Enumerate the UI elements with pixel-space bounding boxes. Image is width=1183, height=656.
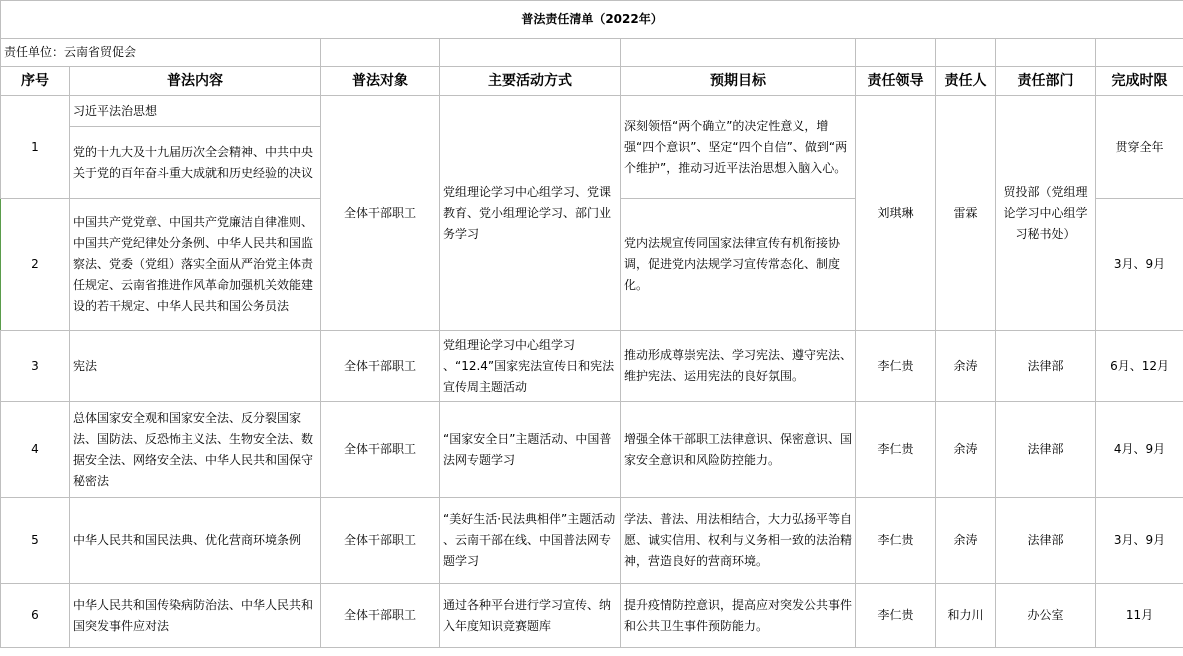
row-content: 中国共产党党章、中国共产党廉洁自律准则、中国共产党纪律处分条例、中华人民共和国监察法、党委（党组）落实全面从严治党主体责任规定、云南省推进作风革命加强机关效能建设的若干规定、中华人民共和国公务员法 <box>70 199 321 331</box>
header-goal: 预期目标 <box>621 67 856 96</box>
table-row <box>1 498 1183 584</box>
empty-cell <box>440 39 621 67</box>
row-content: 宪法 <box>70 331 321 402</box>
row-goal: 党内法规宣传同国家法律宣传有机衔接协调，促进党内法规学习宣传常态化、制度化。 <box>621 199 856 331</box>
header-no: 序号 <box>1 67 70 96</box>
empty-cell <box>996 39 1096 67</box>
row-person: 雷霖 <box>936 96 996 331</box>
row-leader: 李仁贵 <box>856 584 936 648</box>
row-target: 全体干部职工 <box>321 584 440 648</box>
row-goal: 学法、普法、用法相结合，大力弘扬平等自愿、诚实信用、权利与义务相一致的法治精神，营造良好的营商环境。 <box>621 498 856 584</box>
header-dept: 责任部门 <box>996 67 1096 96</box>
row-dept: 办公室 <box>996 584 1096 648</box>
row-content: 中华人民共和国民法典、优化营商环境条例 <box>70 498 321 584</box>
row-method: 党组理论学习中心组学习 、“12.4”国家宪法宣传日和宪法宣传周主题活动 <box>440 331 621 402</box>
row-leader: 李仁贵 <box>856 331 936 402</box>
empty-cell <box>936 39 996 67</box>
table-row <box>1 96 1183 127</box>
row-no: 3 <box>1 331 70 402</box>
header-deadline: 完成时限 <box>1096 67 1183 96</box>
row-content: 党的十九大及十九届历次全会精神、中共中央关于党的百年奋斗重大成就和历史经验的决议 <box>70 127 321 199</box>
row-person: 余涛 <box>936 498 996 584</box>
row-method: 党组理论学习中心组学习、党课教育、党小组理论学习、部门业务学习 <box>440 96 621 331</box>
page-title: 普法责任清单（2022年） <box>1 1 1183 39</box>
row-method: “国家安全日”主题活动、中国普法网专题学习 <box>440 402 621 498</box>
row-goal: 增强全体干部职工法律意识、保密意识、国家安全意识和风险防控能力。 <box>621 402 856 498</box>
row-deadline: 3月、9月 <box>1096 199 1183 331</box>
row-target: 全体干部职工 <box>321 96 440 331</box>
responsible-unit: 责任单位：云南省贸促会 <box>1 39 321 67</box>
row-leader: 李仁贵 <box>856 402 936 498</box>
row-target: 全体干部职工 <box>321 402 440 498</box>
header-person: 责任人 <box>936 67 996 96</box>
row-dept: 法律部 <box>996 331 1096 402</box>
row-no: 5 <box>1 498 70 584</box>
row-dept: 法律部 <box>996 402 1096 498</box>
empty-cell <box>856 39 936 67</box>
empty-cell <box>321 39 440 67</box>
row-goal: 深刻领悟“两个确立”的决定性意义，增强“四个意识”、坚定“四个自信”、做到“两个维护”，推动习近平法治思想入脑入心。 <box>621 96 856 199</box>
header-leader: 责任领导 <box>856 67 936 96</box>
table-row <box>1 402 1183 498</box>
row-dept: 贸投部（党组理论学习中心组学习秘书处） <box>996 96 1096 331</box>
row-no: 6 <box>1 584 70 648</box>
table-row <box>1 331 1183 402</box>
row-deadline: 4月、9月 <box>1096 402 1183 498</box>
row-target: 全体干部职工 <box>321 331 440 402</box>
header-method: 主要活动方式 <box>440 67 621 96</box>
row-person: 和力川 <box>936 584 996 648</box>
row-content: 总体国家安全观和国家安全法、反分裂国家法、国防法、反恐怖主义法、生物安全法、数据安全法、网络安全法、中华人民共和国保守秘密法 <box>70 402 321 498</box>
row-person: 余涛 <box>936 402 996 498</box>
row-content: 中华人民共和国传染病防治法、中华人民共和国突发事件应对法 <box>70 584 321 648</box>
header-target: 普法对象 <box>321 67 440 96</box>
row-deadline: 11月 <box>1096 584 1183 648</box>
row-leader: 刘琪琳 <box>856 96 936 331</box>
row-no: 4 <box>1 402 70 498</box>
header-row <box>1 67 1183 96</box>
row-leader: 李仁贵 <box>856 498 936 584</box>
row-deadline: 3月、9月 <box>1096 498 1183 584</box>
row-person: 余涛 <box>936 331 996 402</box>
empty-cell <box>621 39 856 67</box>
row-no: 1 <box>1 96 70 199</box>
row-content: 习近平法治思想 <box>70 96 321 127</box>
row-deadline: 6月、12月 <box>1096 331 1183 402</box>
row-no: 2 <box>1 199 70 331</box>
row-deadline: 贯穿全年 <box>1096 96 1183 199</box>
header-content: 普法内容 <box>70 67 321 96</box>
row-goal: 推动形成尊崇宪法、学习宪法、遵守宪法、维护宪法、运用宪法的良好氛围。 <box>621 331 856 402</box>
row-target: 全体干部职工 <box>321 498 440 584</box>
empty-cell <box>1096 39 1183 67</box>
table-row <box>1 584 1183 648</box>
row-goal: 提升疫情防控意识，提高应对突发公共事件和公共卫生事件预防能力。 <box>621 584 856 648</box>
row-method: “美好生活·民法典相伴”主题活动 、云南干部在线、中国普法网专题学习 <box>440 498 621 584</box>
row-dept: 法律部 <box>996 498 1096 584</box>
row-method: 通过各种平台进行学习宣传、纳入年度知识竞赛题库 <box>440 584 621 648</box>
